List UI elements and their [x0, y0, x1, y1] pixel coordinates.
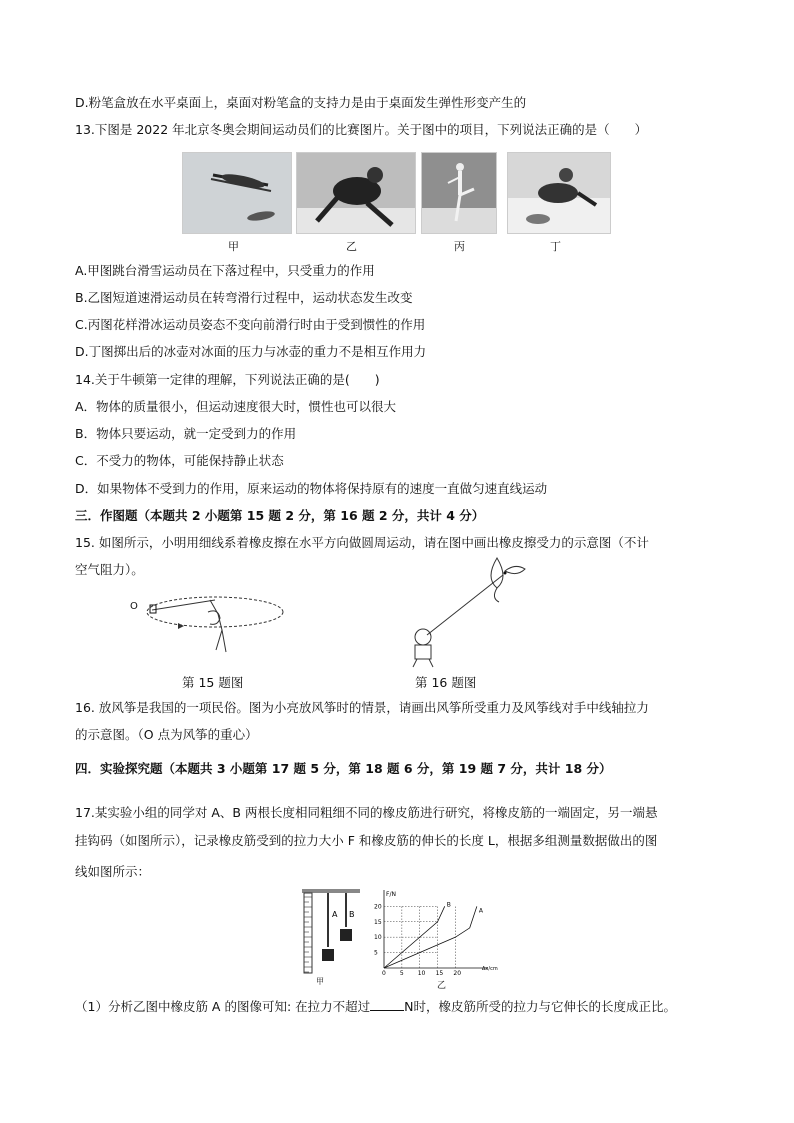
- caption-figure-15: 第 15 题图: [182, 675, 244, 690]
- q13-option-a: A.甲图跳台滑雪运动员在下落过程中，只受重力的作用: [75, 263, 375, 278]
- figure-15-circular-motion: [140, 590, 285, 662]
- caption-bing: 丙: [454, 240, 465, 253]
- photo-curling: [507, 152, 611, 234]
- question-16-line1: 16. 放风筝是我国的一项民俗。图为小亮放风筝时的情景，请画出风筝所受重力及风筝线对手中线轴拉力: [75, 700, 649, 715]
- caption-figure-17-jia: 甲: [316, 977, 324, 986]
- y-tick-label: 15: [374, 918, 382, 926]
- x-axis-label: Δx/cm: [482, 966, 498, 972]
- question-15-line1: 15. 如图所示，小明用细线系着橡皮擦在水平方向做圆周运动，请在图中画出橡皮擦受力的示意图（不计: [75, 535, 649, 550]
- question-14: 14.关于牛顿第一定律的理解，下列说法正确的是( ): [75, 372, 380, 387]
- question-17-line1: 17.某实验小组的同学对 A、B 两根长度相同粗细不同的橡皮筋进行研究，将橡皮筋的一端固定，另一端悬: [75, 805, 658, 820]
- caption-figure-17-yi: 乙: [437, 981, 447, 991]
- section-3-heading: 三．作图题（本题共 2 小题第 15 题 2 分，第 16 题 2 分，共计 4 分）: [75, 508, 485, 523]
- q14-option-d: D．如果物体不受到力的作用，原来运动的物体将保持原有的速度一直做匀速直线运动: [75, 481, 548, 496]
- q13-option-b: B.乙图短道速滑运动员在转弯滑行过程中，运动状态发生改变: [75, 290, 413, 305]
- option-d-q12: D.粉笔盒放在水平桌面上，桌面对粉笔盒的支持力是由于桌面发生弹性形变产生的: [75, 95, 527, 110]
- point-o-label: O: [130, 601, 138, 612]
- q17-part1-prefix: （1）分析乙图中橡皮筋 A 的图像可知: 在拉力不超过: [75, 999, 371, 1014]
- question-17-line3: 线如图所示：: [75, 864, 151, 879]
- answer-blank[interactable]: [370, 998, 404, 1011]
- photo-ski-jump: [182, 152, 292, 234]
- question-17-line2: 挂钩码（如图所示），记录橡皮筋受到的拉力大小 F 和橡皮筋的伸长的长度 L，根据多组测量数据做出的图: [75, 833, 658, 848]
- question-13: 13.下图是 2022 年北京冬奥会期间运动员们的比赛图片。关于图中的项目，下列说法正确的是（ ）: [75, 122, 648, 137]
- q14-option-b: B．物体只要运动，就一定受到力的作用: [75, 426, 297, 441]
- question-15-line2: 空气阻力）。: [75, 562, 144, 577]
- y-tick-label: 5: [374, 949, 378, 957]
- x-tick-label: 0: [382, 970, 386, 977]
- photo-speed-skating: [296, 152, 416, 234]
- question-17-part1: [75, 998, 676, 1016]
- caption-ding: 丁: [550, 240, 561, 253]
- section-4-heading: 四．实验探究题（本题共 3 小题第 17 题 5 分，第 18 题 6 分，第 19 题 7 分，共计 18 分）: [75, 761, 612, 776]
- y-axis-label: F/N: [386, 891, 396, 898]
- series-label-B: B: [446, 901, 451, 909]
- q14-option-c: C．不受力的物体，可能保持静止状态: [75, 453, 284, 468]
- rubber-a-label: A: [332, 910, 338, 919]
- question-16-line2: 的示意图。（O 点为风筝的重心）: [75, 727, 258, 742]
- y-tick-label: 10: [374, 934, 382, 942]
- x-tick-label: 10: [417, 970, 426, 977]
- series-label-A: A: [478, 907, 483, 915]
- x-tick-label: 20: [453, 970, 462, 977]
- figure-17-apparatus: [300, 887, 362, 975]
- q13-option-d: D.丁图掷出后的冰壶对冰面的压力与冰壶的重力不是相互作用力: [75, 344, 427, 359]
- figure-16-kite: [405, 553, 545, 668]
- q13-option-c: C.丙图花样滑冰运动员姿态不变向前滑行时由于受到惯性的作用: [75, 317, 426, 332]
- x-tick-label: 5: [399, 970, 404, 977]
- caption-yi: 乙: [346, 240, 357, 253]
- photo-figure-skating: [421, 152, 497, 234]
- figure-17-chart: [368, 888, 498, 978]
- caption-jia: 甲: [228, 240, 239, 253]
- caption-figure-16: 第 16 题图: [415, 675, 477, 690]
- x-tick-label: 15: [435, 970, 444, 977]
- y-tick-label: 20: [374, 903, 382, 911]
- q17-part1-suffix: N时，橡皮筋所受的拉力与它伸长的长度成正比。: [404, 999, 676, 1014]
- rubber-b-label: B: [349, 910, 355, 919]
- q14-option-a: A．物体的质量很小，但运动速度很大时，惯性也可以很大: [75, 399, 397, 414]
